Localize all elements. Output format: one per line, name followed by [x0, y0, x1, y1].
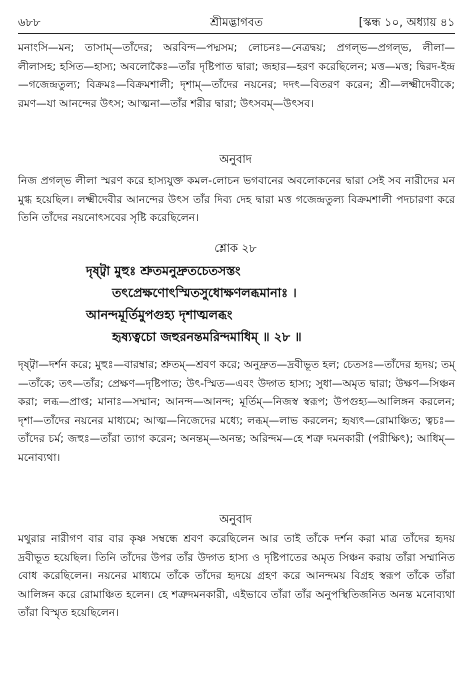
translation-heading-2: অনুবাদ	[219, 512, 252, 526]
verse-line: হৃষ্যত্বচো জহুরনন্তমরিন্দমাধিম্ ॥ ২৮ ॥	[112, 329, 302, 344]
translation-heading-1: অনুবাদ	[219, 152, 252, 166]
translation-1: নিজ প্রগল্ভ লীলা স্মরণ করে হাস্যযুক্ত কমল-লোচন ভগবানের অবলোকনের দ্বারা সেই সব নারীদের মন মুগ্ধ হয়েছিল। লক্ষ্মীদেবীর আনন্দের উৎস তাঁর দিব্য দেহ দ্বারা মত্ত গজেন্দ্রতুল্য বিক্রমশালী পদচারণা করে তিনি তাঁদের নয়নোৎসবের সৃষ্টি করেছিলেন।	[18, 175, 455, 225]
word-meanings-2: দৃষ্ট্বা—দর্শন করে; মুহুঃ—বারম্বার; শ্রুতম্—শ্রবণ করে; অনুদ্রুত—দ্রবীভূত হল; চেতসঃ—তাঁদের হৃদয়; তম্—তাঁকে; তৎ—তাঁর; প্রেক্ষণ—দৃষ্টিপাত; উৎ-স্মিত—এবং উদ্গত হাস্য; সুধা—অমৃত দ্বারা; উক্ষণ—সিঞ্চন করা; লব্ধ—প্রাপ্ত; মানাঃ—সম্মান; আনন্দ—আনন্দ; মূর্তিম্—নিজস্ব স্বরূপ; উপগুহ্য—আলিঙ্গন করলেন; দৃশা—তাঁদের নয়নের মাধ্যমে; আত্ম—নিজেদের মধ্যে; লব্ধম্—লাভ করলেন; হৃষ্যৎ—রোমাঞ্চিত; ত্বচঃ—তাঁদের চর্ম; জহুঃ—তাঁরা ত্যাগ করেন; অনন্তম্—অনন্ত; অরিন্দম—হে শত্রু দমনকারী (পরীক্ষিৎ); আধিম্—মনোব্যথা।	[18, 359, 455, 464]
verse-line: তৎপ্রেক্ষণোৎস্মিতসুধোক্ষণলব্ধমানাঃ ।	[112, 285, 297, 300]
verse-text	[18, 260, 455, 348]
page-number: ৬৮৮	[18, 15, 41, 29]
page-header	[18, 14, 455, 32]
word-meanings-1: মনাংসি—মন; তাসাম্—তাঁদের; অরবিন্দ—পদ্মসম; লোচনঃ—নেত্রদ্বয়; প্রগল্ভ—প্রগল্ভ, লীলা—লীলাসহ; হসিত—হাস্য; অবলোকৈঃ—তাঁর দৃষ্টিপাত দ্বারা; জহার—হরণ করেছিলেন; মত্ত—মত্ত; দ্বিরদ-ইন্দ্র—গজেন্দ্রতুল্য; বিক্রমঃ—বিক্রমশালী; দৃশাম্—তাঁদের নয়নের; দদৎ—বিতরণ করেন; শ্রী—লক্ষ্মীদেবীকে; রমণ—যা আনন্দের উৎস; আত্মনা—তাঁর শরীর দ্বারা; উৎসবম্—উৎসব।	[18, 42, 455, 110]
verse-line: আনন্দমূর্তিমুপগুহ্য দৃশাত্মলব্ধং	[86, 307, 233, 322]
verse-heading: শ্লোক ২৮	[214, 241, 257, 255]
verse-line: দৃষ্ট্বা মুহুঃ শ্রুতমনুদ্রুতচেতসস্তং	[86, 263, 241, 278]
translation-2: মথুরার নারীগণ বার বার কৃষ্ণ সম্বন্ধে শ্রবণ করেছিলেন আর তাই তাঁকে দর্শন করা মাত্র তাঁদের হৃদয় দ্রবীভূত হয়েছিল। তিনি তাঁদের উপর তাঁর উদ্গত হাস্য ও দৃষ্টিপাতের অমৃত সিঞ্চন করায় তাঁরা সম্মানিত বোধ করেছিলেন। নয়নের মাধ্যমে তাঁকে তাঁদের হৃদয়ে গ্রহণ করে আনন্দময় বিগ্রহ স্বরূপ তাঁকে তাঁরা আলিঙ্গন করে রোমাঞ্চিত হলেন। হে শত্রুদমনকারী, এইভাবে তাঁরা তাঁর অনুপস্থিতিজনিত অনন্ত মনোব্যথা তাঁরা বিস্মৃত হয়েছিলেন।	[18, 533, 455, 620]
section-label: [স্কন্ধ ১০, অধ্যায় ৪১	[358, 15, 455, 29]
header-rule	[18, 33, 455, 34]
book-title: শ্রীমদ্ভাগবত	[210, 15, 263, 29]
